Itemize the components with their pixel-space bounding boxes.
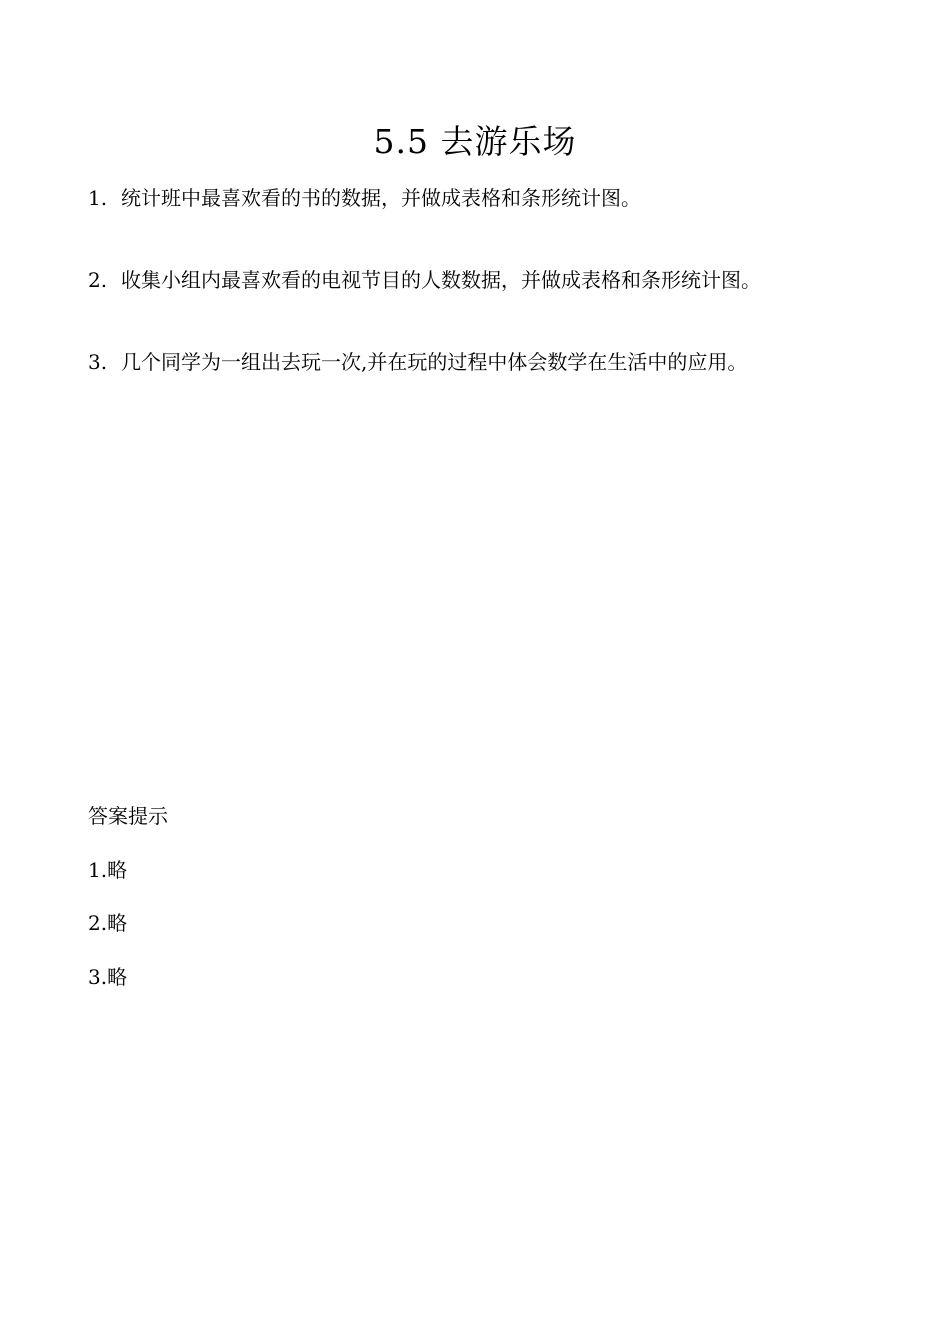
- question-text: 统计班中最喜欢看的书的数据，并做成表格和条形统计图。: [121, 186, 641, 210]
- answers-heading: 答案提示: [88, 804, 168, 828]
- question-text: 收集小组内最喜欢看的电视节目的人数数据，并做成表格和条形统计图。: [121, 268, 761, 292]
- question-item: [88, 266, 888, 294]
- question-number: 2.: [88, 268, 108, 292]
- answer-item: 3.略: [88, 965, 128, 989]
- answer-item: 1.略: [88, 858, 128, 882]
- question-item: [88, 184, 888, 212]
- page-title: 5.5 去游乐场: [373, 122, 577, 161]
- question-number: 1.: [88, 186, 108, 210]
- answer-item: 2.略: [88, 911, 128, 935]
- question-text: 几个同学为一组出去玩一次,并在玩的过程中体会数学在生活中的应用。: [121, 350, 748, 374]
- question-item: [88, 348, 888, 376]
- question-number: 3.: [88, 350, 108, 374]
